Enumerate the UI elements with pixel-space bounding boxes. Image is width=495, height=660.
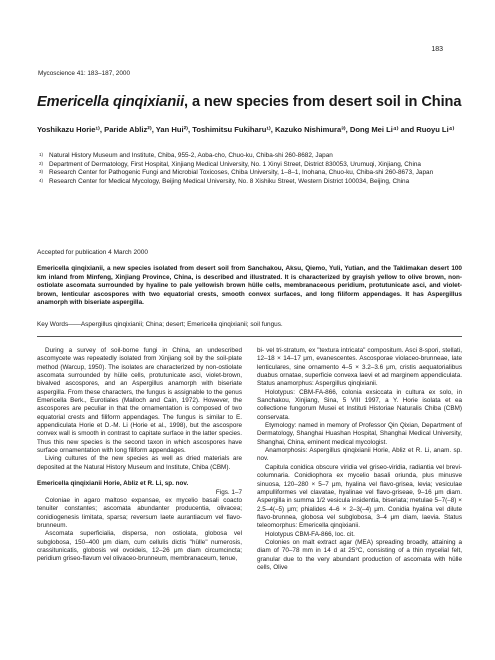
paragraph: Coloniae in agaro maltoso expansae, ex mycelio basali coacto tenuiter constantes; ascomata abundanter producentia, olivacea; conidiogenesis limitata, sparsa; reversum laete aurantiacum vel flavo-brunneum. (37, 496, 242, 529)
article-title (37, 94, 461, 110)
affiliation-list (37, 152, 462, 186)
affiliation-1: 1) Natural History Museum and Institute, Chiba, 955-2, Aoba-cho, Chuo-ku, Chiba-shi 260-8682, Japan (39, 152, 333, 159)
species-heading: Emericella qinqixianii Horie, Abliz et R. Li, sp. nov. (37, 480, 189, 488)
body-column-right (257, 347, 462, 572)
journal-citation: Mycoscience 41: 183–187, 2000 (38, 70, 131, 77)
page-number: 183 (431, 46, 443, 53)
paragraph: Etymology: named in memory of Professor Qin Qixian, Department of Dermatology, Shanghai Huashan Hospital, Shanghai Medical University, Shanghai, China, eminent medical mycologist. (257, 422, 462, 446)
paragraph: Capitula conidica obscure viridia vel griseo-viridia, radiantia vel brevi-columnaria. Conidiophora ex mycelio basali oriunda, plus minusve sinuosa, 120–280 × 5–7 μm, hyalina vel flavo-grisea, levia; vesiculae ampulliformes vel clavatae, hyalinae vel flavo-griseae, 9–16 μm diam. Aspergilla in summa 1/2 vesicula insidentia, biseriata; metulae 5–7(–8) × 2.5–4(–5) μm; phialides 4–6 × 2–3(–4) μm. Conidia hyalina vel dilute flavo-brunnea, globosa vel subglobosa, 3–4 μm diam, laevia. Status teleomorphus: Emericella qinqixianii. (257, 463, 462, 530)
accepted-date: Accepted for publication 4 March 2000 (37, 249, 148, 256)
paragraph: Colonies on malt extract agar (MEA) spreading broadly, attaining a diam of 70–78 mm in 14 d at 25°C, consisting of a thin mycelial felt, granular due to the very abundant production of ascomata with hülle cells, Olive (257, 538, 462, 571)
author-list: Yoshikazu Horie¹⁾, Paride Abliz²⁾, Yan Hui²⁾, Toshimitsu Fukiharu¹⁾, Kazuko Nishimura³⁾, Dong Mei Li⁴⁾ and Ruoyu Li⁴⁾ (37, 125, 455, 134)
affiliation-2: 2) Department of Dermatology, First Hospital, Xinjiang Medical University, No. 1 Xinyi Street, District 830053, Urumuqi, Xinjiang, China (39, 160, 421, 168)
paragraph: During a survey of soil-borne fungi in China, an undescribed ascomycete was repeatedly isolated from Xinjiang soil by the soil-plate method (Warcup, 1950). The isolates are characterized by non-ostiolate ascomata surrounded by hülle cells, protutunicate asci, violet-brown, bivalved ascospores, and an Aspergillus anamorph with biseriate aspergilla. From these characters, the fungus is assignable to the genus Emericella Berk., Eurotiales (Malloch and Cain, 1972). However, the ascospores are peculiar in that the ornamentation is composed of two equatorial crests and filiform appendages. The fungus is similar to E. appendiculata Horie et D.-M. Li (Horie et al., 1998), but the ascospore convex wall is smooth in contrast to capitate surface in the latter species. Thus this new species is the second taxon in which ascospores have surface ornamentation with long filiform appendages. (37, 347, 242, 455)
abstract: Emericella qinqixianii, a new species isolated from desert soil from Sanchakou, Aksu, Qiemo, Yuli, Yutian, and the Taklimakan desert 100 km inland from Minfeng, Xinjiang Province, China, is described and illustrated. It is characterized by grayish yellow to olive brown, non-ostiolate ascomata surrounded by hyaline to pale yellowish brown hülle cells, membranaceous peridium, protutunicate asci, and violet-brown, lenticular ascospores with two equatorial crests, smooth convex surfaces, and long filiform appendages. It has Aspergillus anamorph with biseriate aspergilla. (37, 265, 462, 307)
body-column-left (37, 347, 242, 564)
figure-reference: Figs. 1–7 (215, 488, 242, 496)
section-divider (37, 336, 462, 337)
paragraph: Holotypus: CBM-FA-866, colonia exsiccata in cultura ex solo, in Sanchakou, Xinjiang, Sina, 5 VIII 1997, a Y. Horie isolata et ea collectione fungorum Musei et Instituti Historiae Naturalis Chiba (CBM) conservata. (257, 388, 462, 421)
paragraph: Anamorphosis: Aspergillus qinqixianii Horie, Abliz et R. Li, anam. sp. nov. (257, 447, 462, 463)
paragraph: Ascomata superficialia, dispersa, non ostiolata, globosa vel subglobosa, 150–400 μm diam, cum cellulis dictis "hülle" numerosis, crassitunicatis, globosis vel ovoideis, 12–26 μm diam circumcincta; peridium griseo-flavum vel olivaceo-brunneum, membranaceum, tenue, (37, 530, 242, 563)
paragraph: Living cultures of the new species as well as dried materials are deposited at the Natural History Museum and Institute, Chiba (CBM). (37, 455, 242, 471)
keywords: Key Words——Aspergillus qinqixianii; China; desert; Emericella qinqixianii; soil fungus. (37, 321, 283, 328)
affiliation-4: 4) Research Center for Medical Mycology, Beijing Medical University, No. 8 Xishiku Street, Western District 100034, Beijing, China (39, 177, 410, 185)
paragraph: Holotypus CBM-FA-866, loc. cit. (265, 530, 355, 538)
paragraph: bi- vel tri-stratum, ex "textura intricata" compositum. Asci 8-spori, stellati, 12–18 × 14–17 μm, evanescentes. Ascosporae violaceo-brunneae, late lenticulares, sine ornamento 4–5 × 3.2–3.6 μm, cristis aequatorialibus duabus ornatae, superficie convexa laevi et ad marginem appendiculata. Status anamorphus: Aspergillus qinqixianii. (257, 347, 462, 388)
title-species-name: Emericella qinqixianii (37, 94, 185, 110)
affiliation-3: 3) Research Center for Pathogenic Fungi and Microbial Toxicoses, Chiba University, 1–8–1, Inohana, Chuo-ku, Chiba-shi 260-8673, Japan (39, 169, 434, 177)
title-rest: , a new species from desert soil in China (184, 94, 462, 110)
